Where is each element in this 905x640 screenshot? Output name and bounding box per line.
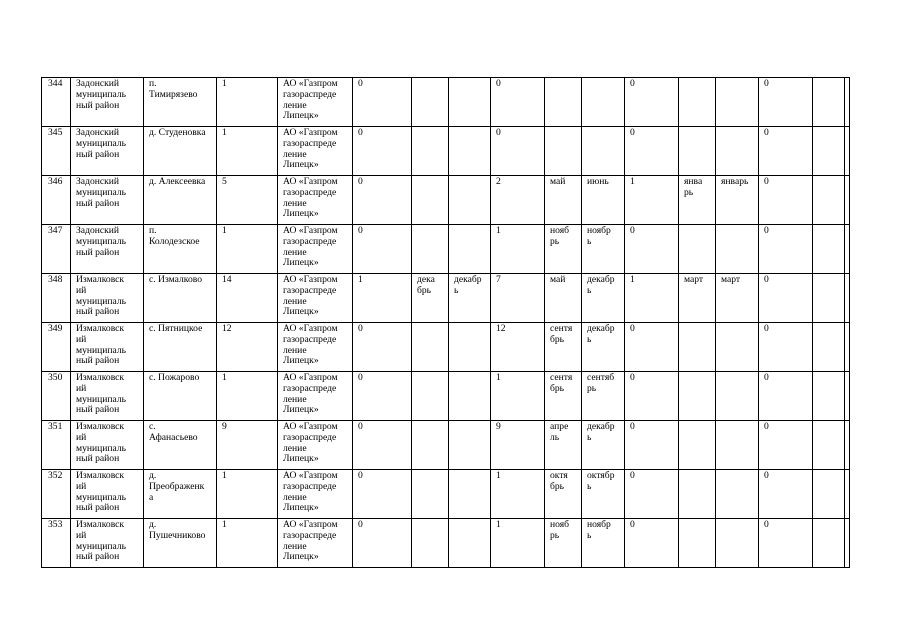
cell-month-end-2: декабр ь [582,274,625,323]
cell-month-end-1 [449,421,491,470]
cell-count: 9 [217,421,278,470]
cell-value-3: 1 [625,176,679,225]
cell-extra-2 [845,225,850,274]
cell-district: Задонский муниципаль ный район [71,78,144,127]
cell-month-start-1 [412,127,449,176]
cell-month-start-2: май [545,176,582,225]
cell-district: Измалковск ий муниципаль ный район [71,519,144,568]
table-row [42,519,850,568]
cell-value-1: 0 [353,470,412,519]
cell-extra-2 [845,519,850,568]
cell-settlement: с. Пожарово [144,372,217,421]
cell-value-4: 0 [759,225,813,274]
cell-value-3: 0 [625,372,679,421]
cell-value-2: 1 [491,470,545,519]
cell-count: 12 [217,323,278,372]
cell-district: Измалковск ий муниципаль ный район [71,274,144,323]
cell-settlement: с. Афанасьево [144,421,217,470]
cell-value-1: 0 [353,372,412,421]
cell-value-2: 1 [491,519,545,568]
cell-month-start-1 [412,176,449,225]
cell-row-number: 352 [42,470,71,519]
cell-month-start-2: октя брь [545,470,582,519]
cell-month-end-2: ноябр ь [582,225,625,274]
cell-count: 14 [217,274,278,323]
cell-month-start-3 [679,421,716,470]
cell-extra-1 [813,274,845,323]
table-row [42,176,850,225]
cell-month-start-2: нояб рь [545,225,582,274]
cell-month-start-3 [679,323,716,372]
cell-month-end-3 [716,225,759,274]
cell-value-4: 0 [759,470,813,519]
cell-row-number: 349 [42,323,71,372]
cell-value-3: 0 [625,421,679,470]
cell-extra-1 [813,421,845,470]
cell-value-1: 0 [353,519,412,568]
cell-count: 1 [217,470,278,519]
cell-row-number: 351 [42,421,71,470]
cell-organization: АО «Газпром газораспреде ление Липецк» [278,225,353,274]
cell-settlement: д. Алексеевка [144,176,217,225]
cell-month-end-1 [449,519,491,568]
cell-count: 1 [217,519,278,568]
cell-settlement: д. Студеновка [144,127,217,176]
cell-month-start-1 [412,470,449,519]
cell-month-end-2: июнь [582,176,625,225]
cell-month-start-2: сентя брь [545,323,582,372]
cell-row-number: 345 [42,127,71,176]
table-row [42,127,850,176]
cell-settlement: п. Тимирязево [144,78,217,127]
cell-district: Задонский муниципаль ный район [71,127,144,176]
cell-value-3: 0 [625,323,679,372]
cell-month-end-3 [716,127,759,176]
cell-district: Измалковск ий муниципаль ный район [71,470,144,519]
cell-extra-2 [845,421,850,470]
cell-value-3: 0 [625,519,679,568]
cell-extra-1 [813,225,845,274]
cell-value-4: 0 [759,78,813,127]
cell-value-4: 0 [759,323,813,372]
cell-organization: АО «Газпром газораспреде ление Липецк» [278,421,353,470]
cell-extra-1 [813,78,845,127]
cell-extra-1 [813,372,845,421]
cell-month-end-1 [449,127,491,176]
cell-value-2: 7 [491,274,545,323]
cell-month-end-1 [449,372,491,421]
cell-month-end-2: декабр ь [582,323,625,372]
cell-value-1: 0 [353,176,412,225]
cell-extra-1 [813,470,845,519]
data-table [41,77,850,568]
cell-month-end-1 [449,470,491,519]
cell-month-start-2: май [545,274,582,323]
table-row [42,323,850,372]
cell-month-start-2 [545,78,582,127]
cell-month-end-3 [716,519,759,568]
cell-month-end-2: ноябр ь [582,519,625,568]
table-row [42,225,850,274]
cell-value-1: 0 [353,78,412,127]
cell-month-start-2 [545,127,582,176]
cell-value-1: 1 [353,274,412,323]
cell-value-3: 0 [625,225,679,274]
cell-month-start-1: дека брь [412,274,449,323]
cell-month-end-3 [716,78,759,127]
cell-district: Измалковск ий муниципаль ный район [71,421,144,470]
cell-extra-2 [845,274,850,323]
cell-month-start-3 [679,470,716,519]
cell-organization: АО «Газпром газораспреде ление Липецк» [278,127,353,176]
cell-month-end-3 [716,372,759,421]
cell-month-start-3 [679,519,716,568]
cell-month-start-1 [412,225,449,274]
table-row [42,372,850,421]
cell-count: 1 [217,372,278,421]
table-row [42,421,850,470]
cell-month-start-1 [412,421,449,470]
cell-row-number: 344 [42,78,71,127]
cell-month-end-2: октябр ь [582,470,625,519]
cell-value-1: 0 [353,421,412,470]
cell-district: Задонский муниципаль ный район [71,176,144,225]
cell-value-4: 0 [759,176,813,225]
cell-month-end-2 [582,127,625,176]
cell-extra-2 [845,323,850,372]
cell-month-end-1 [449,323,491,372]
cell-month-end-3 [716,470,759,519]
cell-value-2: 0 [491,78,545,127]
cell-month-start-2: нояб рь [545,519,582,568]
cell-value-4: 0 [759,372,813,421]
cell-value-2: 2 [491,176,545,225]
cell-month-start-1 [412,372,449,421]
cell-value-4: 0 [759,421,813,470]
cell-month-end-1 [449,225,491,274]
cell-count: 1 [217,127,278,176]
cell-value-2: 0 [491,127,545,176]
cell-month-start-2: апре ль [545,421,582,470]
cell-month-start-2: сентя брь [545,372,582,421]
cell-extra-2 [845,470,850,519]
cell-value-2: 1 [491,372,545,421]
cell-settlement: с. Измалково [144,274,217,323]
cell-row-number: 350 [42,372,71,421]
cell-organization: АО «Газпром газораспреде ление Липецк» [278,519,353,568]
cell-settlement: с. Пятницкое [144,323,217,372]
cell-month-end-1 [449,78,491,127]
cell-month-start-3: янва рь [679,176,716,225]
cell-month-end-2: декабр ь [582,421,625,470]
cell-row-number: 347 [42,225,71,274]
cell-district: Измалковск ий муниципаль ный район [71,323,144,372]
cell-month-end-3: январь [716,176,759,225]
table-body [42,78,850,568]
table-row [42,274,850,323]
cell-row-number: 353 [42,519,71,568]
table-row [42,470,850,519]
cell-value-2: 1 [491,225,545,274]
cell-organization: АО «Газпром газораспреде ление Липецк» [278,176,353,225]
cell-count: 5 [217,176,278,225]
cell-extra-1 [813,127,845,176]
cell-month-end-2: сентяб рь [582,372,625,421]
cell-extra-2 [845,127,850,176]
cell-value-1: 0 [353,127,412,176]
cell-month-end-3 [716,323,759,372]
cell-district: Задонский муниципаль ный район [71,225,144,274]
cell-extra-1 [813,176,845,225]
cell-value-3: 0 [625,78,679,127]
cell-month-end-3: март [716,274,759,323]
cell-month-start-3 [679,372,716,421]
cell-value-2: 12 [491,323,545,372]
cell-value-3: 1 [625,274,679,323]
cell-settlement: д. Пушечниково [144,519,217,568]
cell-row-number: 348 [42,274,71,323]
table-row [42,78,850,127]
cell-extra-1 [813,519,845,568]
cell-value-4: 0 [759,127,813,176]
cell-month-start-3: март [679,274,716,323]
cell-value-4: 0 [759,519,813,568]
cell-month-end-2 [582,78,625,127]
cell-settlement: п. Колодезское [144,225,217,274]
cell-value-1: 0 [353,323,412,372]
cell-count: 1 [217,78,278,127]
cell-organization: АО «Газпром газораспреде ление Липецк» [278,470,353,519]
cell-month-start-3 [679,225,716,274]
cell-extra-1 [813,323,845,372]
cell-value-2: 9 [491,421,545,470]
cell-value-1: 0 [353,225,412,274]
cell-row-number: 346 [42,176,71,225]
cell-organization: АО «Газпром газораспреде ление Липецк» [278,323,353,372]
cell-month-start-3 [679,78,716,127]
cell-month-start-3 [679,127,716,176]
cell-extra-2 [845,176,850,225]
cell-organization: АО «Газпром газораспреде ление Липецк» [278,274,353,323]
cell-settlement: д. Преображенк а [144,470,217,519]
cell-count: 1 [217,225,278,274]
cell-month-end-3 [716,421,759,470]
cell-extra-2 [845,372,850,421]
cell-month-start-1 [412,323,449,372]
cell-extra-2 [845,78,850,127]
cell-month-start-1 [412,78,449,127]
cell-value-4: 0 [759,274,813,323]
cell-organization: АО «Газпром газораспреде ление Липецк» [278,78,353,127]
cell-district: Измалковск ий муниципаль ный район [71,372,144,421]
cell-month-end-1: декабр ь [449,274,491,323]
cell-month-end-1 [449,176,491,225]
cell-value-3: 0 [625,127,679,176]
cell-organization: АО «Газпром газораспреде ление Липецк» [278,372,353,421]
cell-month-start-1 [412,519,449,568]
cell-value-3: 0 [625,470,679,519]
